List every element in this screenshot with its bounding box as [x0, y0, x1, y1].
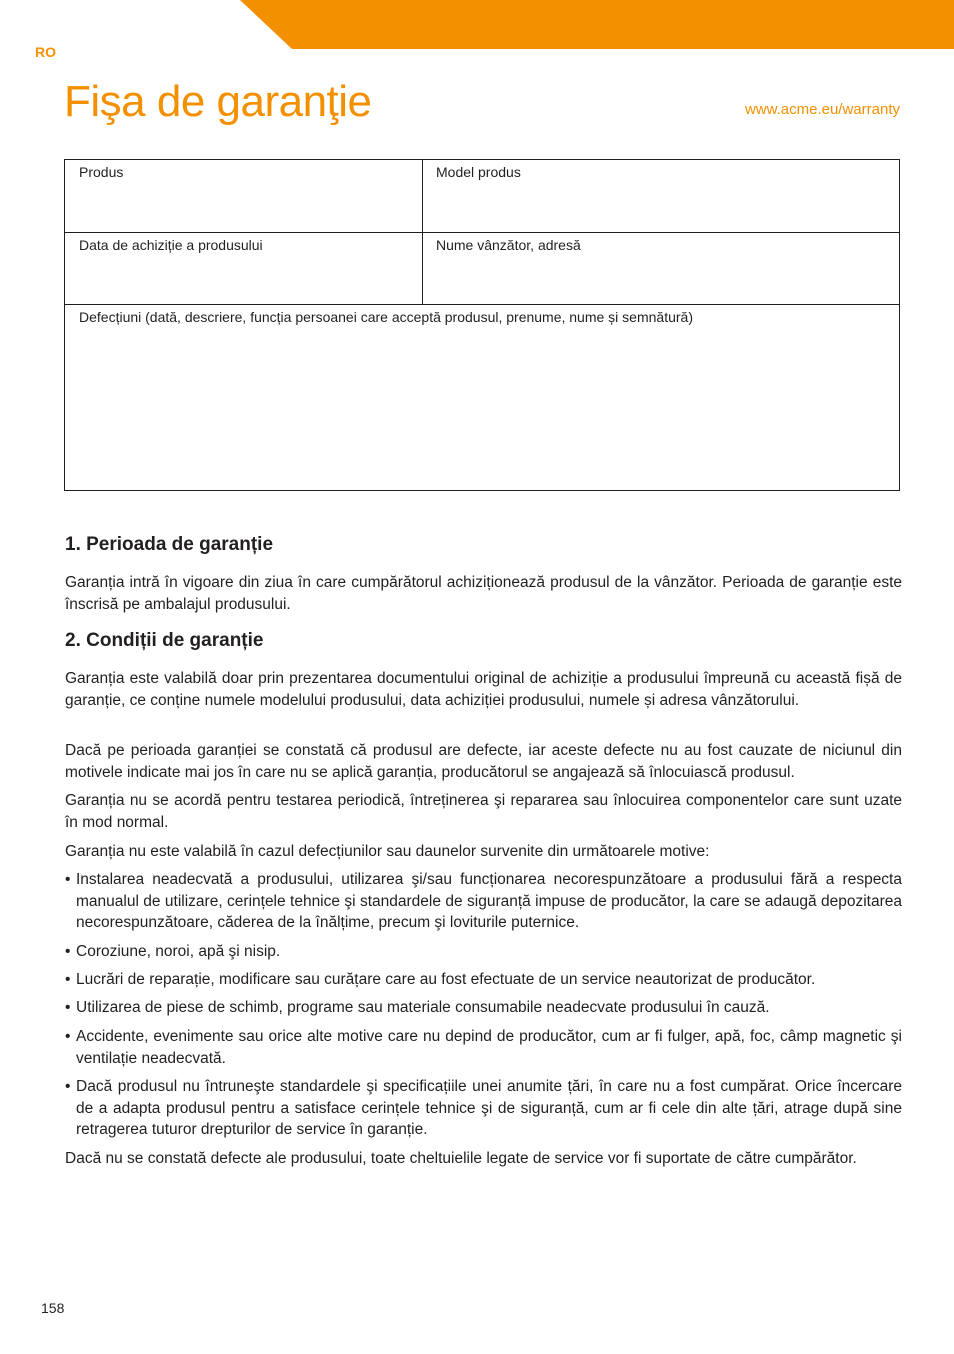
seller-label: Nume vânzător, adresă — [436, 237, 581, 253]
bullet-icon: • — [65, 871, 71, 888]
exclusion-text: Accidente, evenimente sau orice alte motive care nu depind de producător, cum ar fi fulger, apă, foc, câmp magnetic şi ventilație neadecvată. — [76, 1028, 902, 1067]
exclusion-list-item — [65, 869, 902, 934]
exclusion-list-item — [65, 997, 902, 1019]
bullet-icon: • — [65, 999, 71, 1016]
exclusion-text: Dacă produsul nu întruneşte standardele şi specificațiile unei anumite țări, în care nu a fost cumpărat. Orice încercare de a adapta produsul pentru a satisface cerințele tehnice şi de siguranță, cum ar fi cele din alte țări, atrage după sine retragerea tuturor drepturilor de service în garanție. — [76, 1078, 902, 1138]
defects-field[interactable] — [65, 305, 899, 490]
page-number: 158 — [41, 1300, 65, 1316]
exclusion-list-item — [65, 969, 902, 991]
conditions-paragraph: Dacă pe perioada garanției se constată că produsul are defecte, iar aceste defecte nu au fost cauzate de niciunul din motivele indicate mai jos în care nu se aplică garanția, producătorul se angajează să înlocuiască produsul. — [65, 742, 902, 781]
exclusion-list-item — [65, 1076, 902, 1141]
language-code: RO — [35, 44, 56, 60]
exclusion-text: Utilizarea de piese de schimb, programe sau materiale consumabile neadecvate produsului în cauză. — [76, 999, 770, 1016]
section-heading-warranty-conditions: 2. Condiții de garanție — [65, 630, 264, 651]
exclusion-text: Coroziune, noroi, apă şi nisip. — [76, 943, 281, 960]
closing-paragraph: Dacă nu se constată defecte ale produsului, toate cheltuielile legate de service vor fi suportate de către cumpărător. — [65, 1150, 857, 1167]
model-field[interactable] — [422, 160, 899, 232]
conditions-paragraph: Garanția nu este valabilă în cazul defecțiunilor sau daunelor survenite din următoarele motive: — [65, 843, 710, 860]
exclusion-list-item — [65, 941, 902, 963]
conditions-paragraph: Garanția nu se acordă pentru testarea periodică, întreținerea şi repararea sau înlocuirea componentelor care sunt uzate în mod normal. — [65, 792, 902, 831]
exclusion-text: Lucrări de reparație, modificare sau curățare care au fost efectuate de un service neautorizat de producător. — [76, 971, 816, 988]
product-label: Produs — [79, 164, 124, 180]
bullet-icon: • — [65, 971, 71, 988]
conditions-paragraph: Garanția este valabilă doar prin prezentarea documentului original de achiziție a produsului împreună cu această fișă de garanție, ce conține numele modelului produsului, data achiziției produsului, numele și adresa vânzătorului. — [65, 670, 902, 709]
model-label: Model produs — [436, 164, 521, 180]
purchase-date-field[interactable] — [65, 233, 422, 304]
warranty-website-link[interactable]: www.acme.eu/warranty — [744, 101, 900, 118]
warranty-form — [64, 159, 900, 491]
header-accent-band — [0, 0, 954, 50]
bullet-icon: • — [65, 1028, 71, 1045]
product-field[interactable] — [65, 160, 422, 232]
bullet-icon: • — [65, 1078, 71, 1095]
section-heading-warranty-period: 1. Perioada de garanție — [65, 534, 274, 555]
defects-label: Defecțiuni (dată, descriere, funcția persoanei care acceptă produsul, prenume, nume și semnătură) — [79, 309, 693, 325]
bullet-icon: • — [65, 943, 71, 960]
purchase-date-label: Data de achiziție a produsului — [79, 237, 263, 253]
exclusion-text: Instalarea neadecvată a produsului, utilizarea şi/sau funcționarea necorespunzătoare a produsului fără a respecta manualul de utilizare, cerințele tehnice şi standardele de siguranță impuse de producător, la care se adaugă depozitarea necorespunzătoare, căderea de la înălțime, precum şi loviturile puternice. — [76, 871, 902, 931]
exclusion-list-item — [65, 1026, 902, 1069]
warranty-period-text: Garanția intră în vigoare din ziua în care cumpărătorul achiziționează produsul de la vânzător. Perioada de garanție este înscrisă pe ambalajul produsului. — [65, 574, 902, 613]
seller-field[interactable] — [422, 233, 899, 304]
page-title: Fişa de garanţie — [64, 77, 372, 126]
